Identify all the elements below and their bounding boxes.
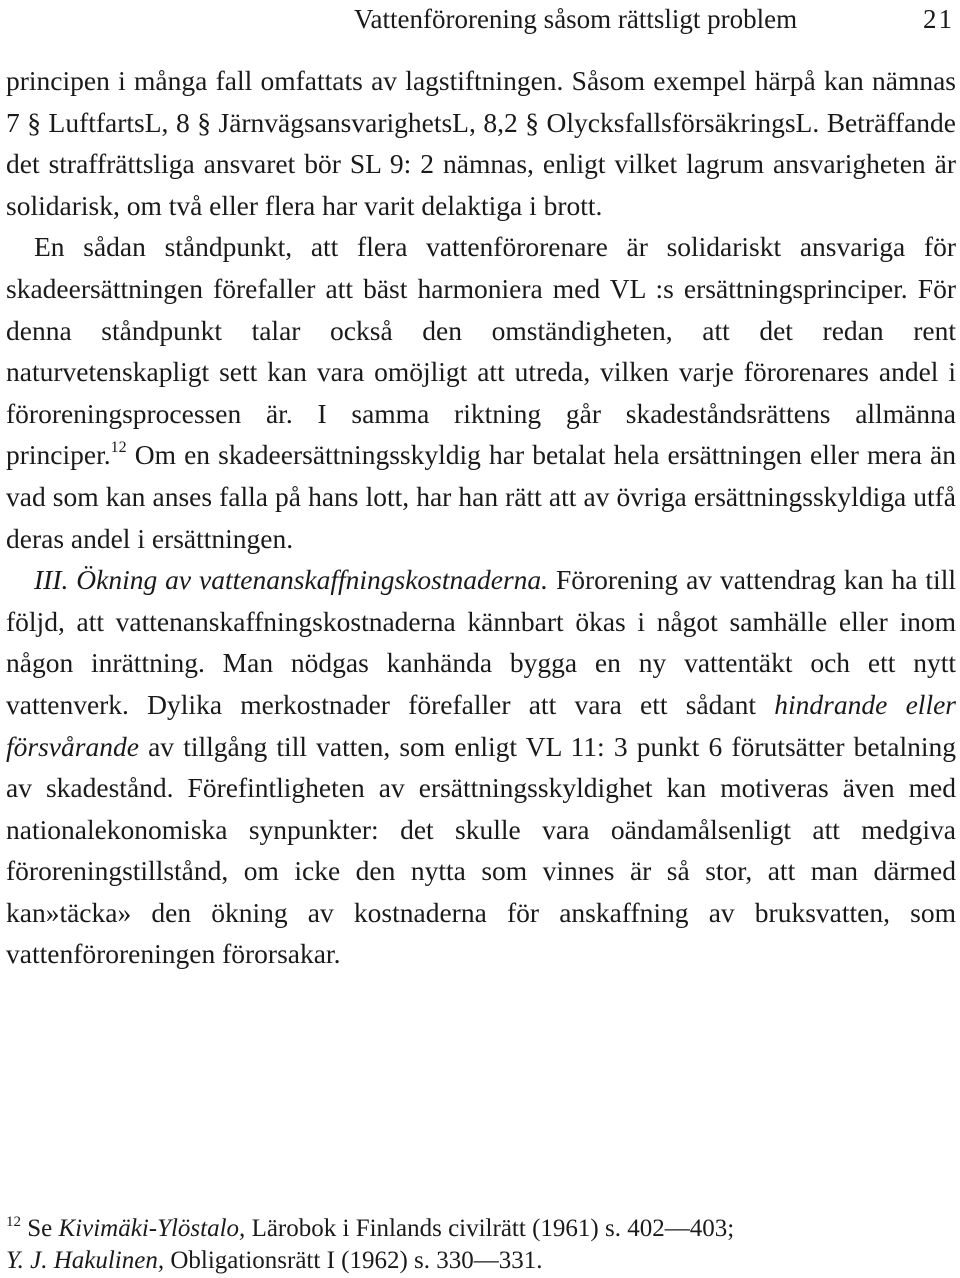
section-heading: III. Ökning av vattenanskaffningskostnaderna.: [34, 564, 549, 596]
footnote-author-2: Y. J. Hakulinen,: [6, 1247, 165, 1274]
footnotes: [6, 1213, 956, 1277]
paragraph-3: [6, 559, 956, 975]
footnote-number: 12: [6, 1214, 21, 1230]
footnote-prefix: Se: [21, 1215, 59, 1242]
paragraph-3-text: Förorening av vattendrag kan ha till följd, att vattenanskaffningskostnaderna kännbart ökas i något samhälle eller inom någon inrättning. Man nödgas kanhända bygga en ny vattentäkt och ett nytt vattenverk. Dylika merkostnader förefaller att vara ett sådant: [6, 564, 956, 720]
footnote-12: [6, 1213, 956, 1277]
paragraph-3-continuation: av tillgång till vatten, som enligt VL 11: 3 punkt 6 förutsätter betalning av skadestånd. Förefintligheten av ersättningsskyldighet kan motiveras även med nationalekonomiska synpunkter: det skulle vara oändamålsenligt att medgiva föroreningstillstånd, om icke den nytta som vinnes är så stor, att man därmed kan»täcka» den ökning av kostnaderna för anskaffning av bruksvatten, som vattenföroreningen förorsakar.: [6, 730, 956, 970]
running-head: [6, 2, 956, 36]
paragraph-2-text: En sådan ståndpunkt, att flera vattenförorenare är solidariskt ansvariga för skadeersättningen förefaller att bäst harmoniera med VL :s ersättningsprinciper. För denna ståndpunkt talar också den omständigheten, att det redan rent naturvetenskapligt sett kan vara omöjligt att utreda, vilken varje förorenares andel i föroreningsprocessen är. I samma riktning går skadeståndsrättens allmänna principer.: [6, 231, 956, 471]
footnote-author-1: Kivimäki-Ylöstalo,: [58, 1215, 246, 1242]
paragraph-1: principen i många fall omfattats av lagstiftningen. Såsom exempel härpå kan nämnas 7 § LuftfartsL, 8 § JärnvägsansvarighetsL, 8,2 § OlycksfallsförsäkringsL. Beträffande det straffrättsliga ansvaret bör SL 9: 2 nämnas, enligt vilket lagrum ansvarigheten är solidarisk, om två eller flera har varit delaktiga i brott.: [6, 65, 956, 221]
footnote-work-2: Obligationsrätt I (1962) s. 330—331.: [164, 1247, 543, 1274]
emphasized-phrase: hindrande eller försvårande: [6, 688, 956, 762]
running-title: Vattenförorening såsom rättsligt problem: [354, 4, 798, 34]
paragraph-2-continuation: Om en skadeersättningsskyldig har betalat hela ersättningen eller mera än vad som kan anses falla på hans lott, har han rätt att av övriga ersättningsskyldiga utfå deras andel i ersättningen.: [6, 439, 956, 554]
paragraph-2: [6, 226, 956, 559]
footnote-reference: 12: [110, 439, 127, 457]
page-number: 21: [923, 4, 954, 34]
body-text: [6, 60, 956, 975]
footnote-work-1: Lärobok i Finlands civilrätt (1961) s. 402—403;: [245, 1215, 735, 1242]
